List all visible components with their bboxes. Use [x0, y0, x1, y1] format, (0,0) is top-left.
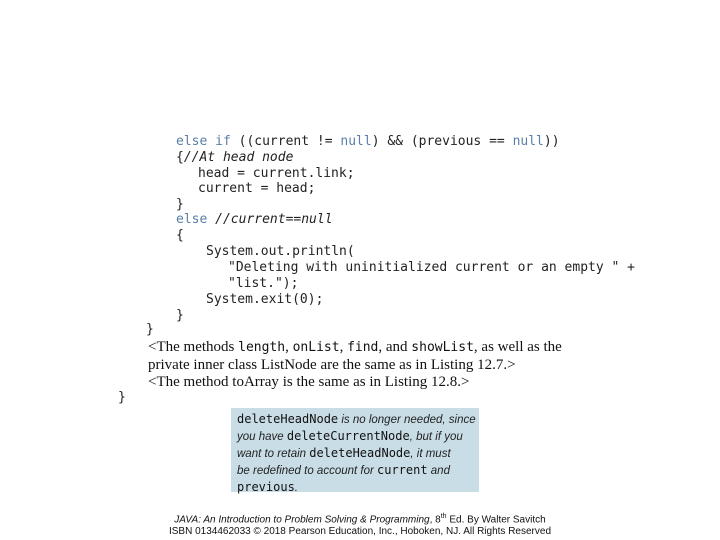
prose-line: <The method toArray is the same as in Listing 12.8.> [148, 374, 470, 390]
code-line: } [176, 197, 184, 212]
code-line: System.out.println( [206, 244, 355, 259]
note-line: deleteHeadNode is no longer needed, since [237, 412, 476, 426]
code-line: "Deleting with uninitialized current or an empty " + [228, 260, 635, 275]
keyword: else if [176, 134, 231, 149]
code-line-else-if: else if ((current != null) && (previous == null)) [176, 134, 560, 149]
keyword: null [340, 134, 372, 149]
prose-line: <The methods length, onList, find, and showList, as well as the [148, 339, 562, 355]
note-line: be redefined to account for current and [237, 463, 450, 477]
book-title: JAVA: An Introduction to Problem Solving & Programming [174, 514, 430, 526]
note-line: want to retain deleteHeadNode, it must [237, 446, 451, 460]
code-line: System.exit(0); [206, 292, 324, 307]
prose-line: private inner class ListNode are the same as in Listing 12.7.> [148, 357, 516, 373]
code-line: } [118, 390, 126, 405]
code-line: head = current.link; [198, 166, 355, 181]
note-line: previous. [237, 480, 298, 494]
code-comment: //current==null [207, 212, 333, 227]
code-line: { [176, 228, 184, 243]
annotation-note [231, 408, 479, 492]
keyword: null [512, 134, 544, 149]
footer-citation: JAVA: An Introduction to Problem Solving & Programming, 8th Ed. By Walter Savitch [174, 513, 546, 526]
code-line: "list."); [228, 276, 299, 291]
code-comment: //At head node [183, 150, 294, 165]
code-line: {//At head node [176, 150, 294, 165]
code-line: current = head; [198, 181, 316, 196]
code-line-else [176, 212, 333, 227]
note-line: you have deleteCurrentNode, but if you [237, 429, 463, 443]
keyword: else [176, 212, 208, 227]
code-line: } [146, 322, 154, 337]
footer-copyright: ISBN 0134462033 © 2018 Pearson Education, Inc., Hoboken, NJ. All Rights Reserved [168, 526, 552, 537]
code-line: } [176, 308, 184, 323]
